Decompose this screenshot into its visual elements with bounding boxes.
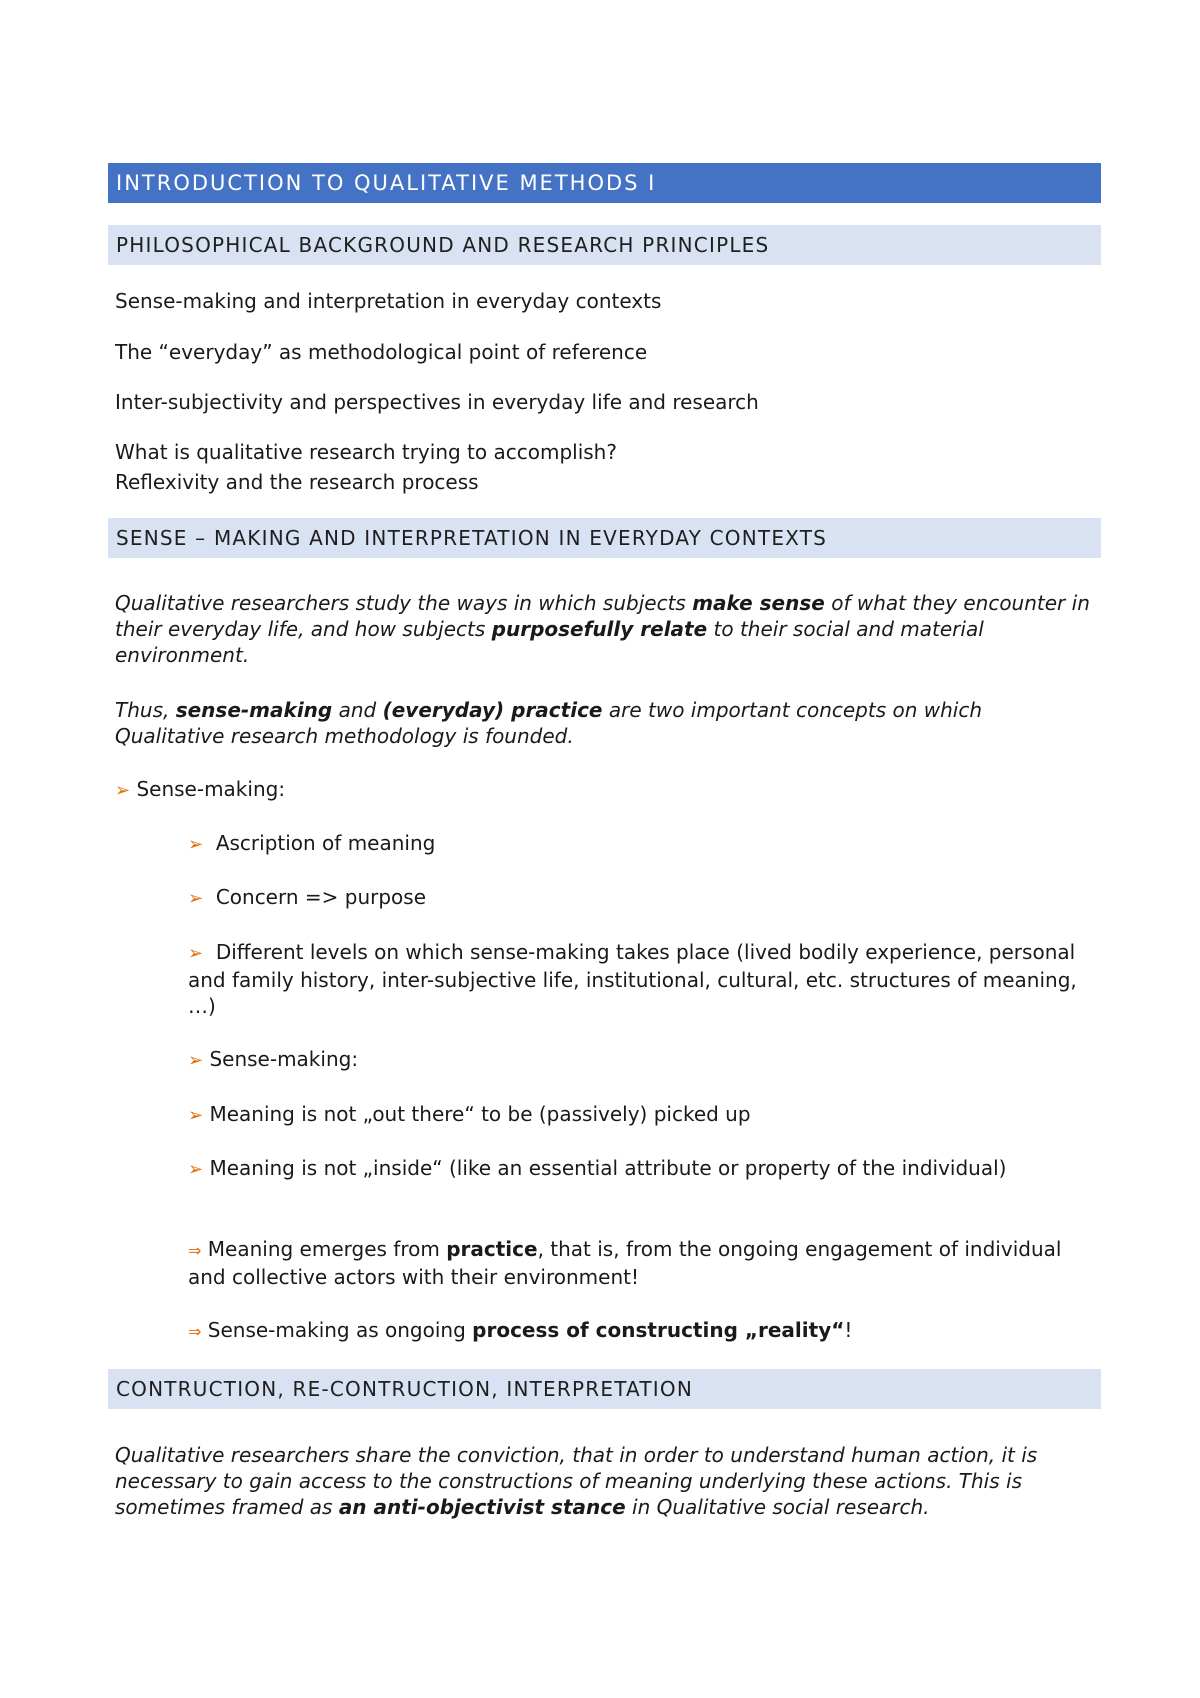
arrow-bullet-icon: ➢ xyxy=(188,943,204,964)
paragraph-concepts: Thus, sense-making and (everyday) practice are two important concepts on which Qualitative research methodology is founded. xyxy=(115,698,983,748)
implication-item: ⇒ Sense-making as ongoing process of constructing „reality“! xyxy=(188,1318,853,1342)
bullet-main: ➢ Sense-making: xyxy=(115,777,286,801)
implies-icon: ⇒ xyxy=(188,1322,202,1341)
arrow-bullet-icon: ➢ xyxy=(115,780,131,801)
section-heading-sense-making: SENSE – MAKING AND INTERPRETATION IN EVERYDAY CONTEXTS xyxy=(108,518,1101,558)
arrow-bullet-icon: ➢ xyxy=(188,1050,204,1071)
sub-bullet: ➢ Different levels on which sense-making takes place (lived bodily experience, personal and family history, inter-subjective life, institutional, cultural, etc. structures of meaning, …) xyxy=(188,940,1077,1018)
sub-bullet: ➢ Meaning is not „inside“ (like an essential attribute or property of the individual) xyxy=(188,1156,1007,1180)
arrow-bullet-icon: ➢ xyxy=(188,1105,204,1126)
arrow-bullet-icon: ➢ xyxy=(188,834,204,855)
document-title: INTRODUCTION TO QUALITATIVE METHODS I xyxy=(108,163,1101,203)
arrow-bullet-icon: ➢ xyxy=(188,1159,204,1180)
topic-item: The “everyday” as methodological point of reference xyxy=(115,340,648,364)
sub-bullet: ➢ Concern => purpose xyxy=(188,885,427,909)
topic-item: What is qualitative research trying to accomplish? xyxy=(115,440,617,464)
sub-bullet: ➢ Ascription of meaning xyxy=(188,831,436,855)
section-heading-philosophical-background: PHILOSOPHICAL BACKGROUND AND RESEARCH PRINCIPLES xyxy=(108,225,1101,265)
topic-item: Reflexivity and the research process xyxy=(115,470,479,494)
implication-item: ⇒ Meaning emerges from practice, that is, from the ongoing engagement of individual and collective actors with their environment! xyxy=(188,1237,1062,1289)
implies-icon: ⇒ xyxy=(188,1241,202,1260)
section-heading-construction: CONTRUCTION, RE-CONTRUCTION, INTERPRETATION xyxy=(108,1369,1101,1409)
sub-bullet: ➢ Sense-making: xyxy=(188,1047,359,1071)
topic-item: Sense-making and interpretation in everyday contexts xyxy=(115,289,662,313)
sub-bullet: ➢ Meaning is not „out there“ to be (passively) picked up xyxy=(188,1102,751,1126)
paragraph-sense-making-intro: Qualitative researchers study the ways in which subjects make sense of what they encounter in their everyday life, and how subjects purposefully relate to their social and material environment. xyxy=(115,591,1090,667)
topic-item: Inter-subjectivity and perspectives in everyday life and research xyxy=(115,390,759,414)
paragraph-construction: Qualitative researchers share the conviction, that in order to understand human action, it is necessary to gain access to the constructions of meaning underlying these actions. This is sometimes framed as an anti-objectivist stance in Qualitative social research. xyxy=(115,1443,1038,1519)
arrow-bullet-icon: ➢ xyxy=(188,888,204,909)
